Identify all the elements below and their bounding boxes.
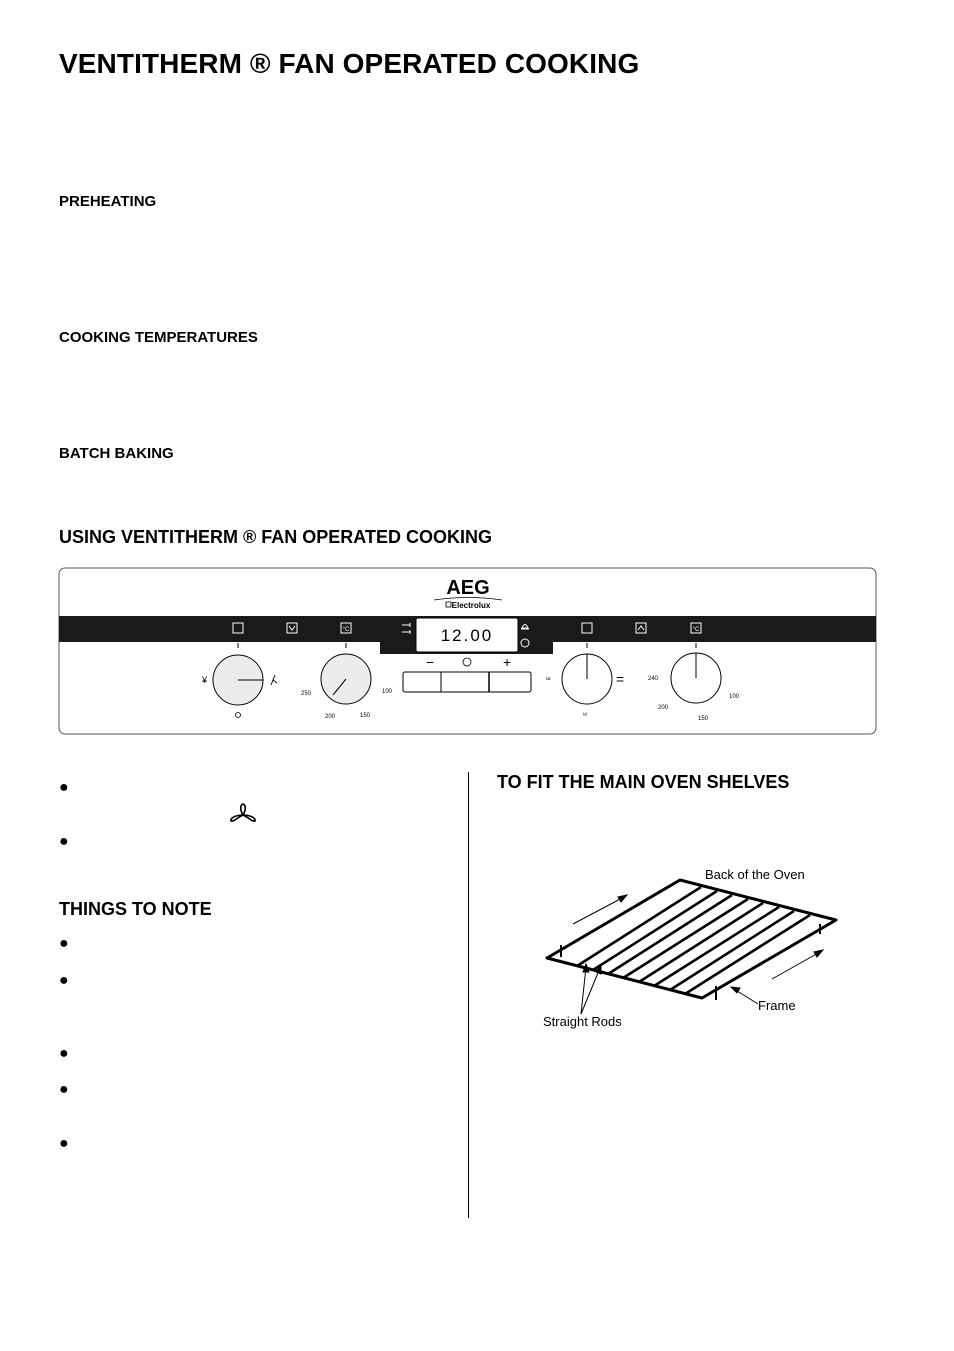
bullet-1: ●	[59, 779, 69, 796]
clock-display-value: 12.00	[440, 626, 494, 645]
minus-label: −	[426, 654, 435, 670]
bullet-6: ●	[59, 1081, 69, 1098]
fan-icon	[228, 802, 258, 828]
bullet-2: ●	[59, 833, 69, 850]
bullet-5: ●	[59, 1045, 69, 1062]
heading-using-ventitherm: USING VENTITHERM ® FAN OPERATED COOKING	[59, 527, 492, 547]
dial4-tick-200: 200	[658, 705, 669, 711]
plus-label: +	[503, 654, 512, 670]
sub-brand: Electrolux	[451, 601, 491, 610]
svg-text:°C: °C	[692, 627, 700, 633]
shelf-frame	[547, 880, 836, 998]
page-title: VENTITHERM ® FAN OPERATED COOKING	[59, 48, 640, 79]
dial2-tick-200: 200	[325, 714, 336, 720]
grill-icon: ᵚ	[546, 675, 551, 684]
dial2-tick-100: 100	[382, 689, 393, 695]
equals-label: =	[616, 671, 625, 687]
column-divider	[468, 772, 469, 1218]
dial2-tick-150: 150	[360, 713, 371, 719]
brand-logo: AEG	[446, 577, 490, 599]
heading-batch-baking: BATCH BAKING	[59, 445, 174, 462]
frame-label: Frame	[758, 998, 796, 1013]
control-panel-diagram	[58, 567, 878, 737]
timer-button-bar[interactable]	[403, 672, 531, 692]
back-of-oven-label: Back of the Oven	[705, 867, 805, 882]
dial4-tick-150: 150	[698, 716, 709, 722]
defrost-icon: ¥	[202, 675, 208, 685]
heading-things-to-note: THINGS TO NOTE	[59, 899, 212, 919]
dial4-tick-240: 240	[648, 676, 659, 682]
oven-shelf-diagram	[530, 860, 850, 1040]
half-grill-icon: ᵚ	[583, 712, 588, 719]
bullet-7: ●	[59, 1135, 69, 1152]
svg-text:°C: °C	[342, 627, 350, 633]
bullet-3: ●	[59, 935, 69, 952]
bullet-4: ●	[59, 972, 69, 989]
dial4-tick-100: 100	[729, 694, 740, 700]
heading-cooking-temperatures: COOKING TEMPERATURES	[59, 329, 258, 346]
dial2-tick-250: 250	[301, 691, 312, 697]
heading-preheating: PREHEATING	[59, 193, 157, 210]
straight-rods-label: Straight Rods	[543, 1014, 622, 1029]
heading-fit-shelves: TO FIT THE MAIN OVEN SHELVES	[497, 772, 790, 792]
